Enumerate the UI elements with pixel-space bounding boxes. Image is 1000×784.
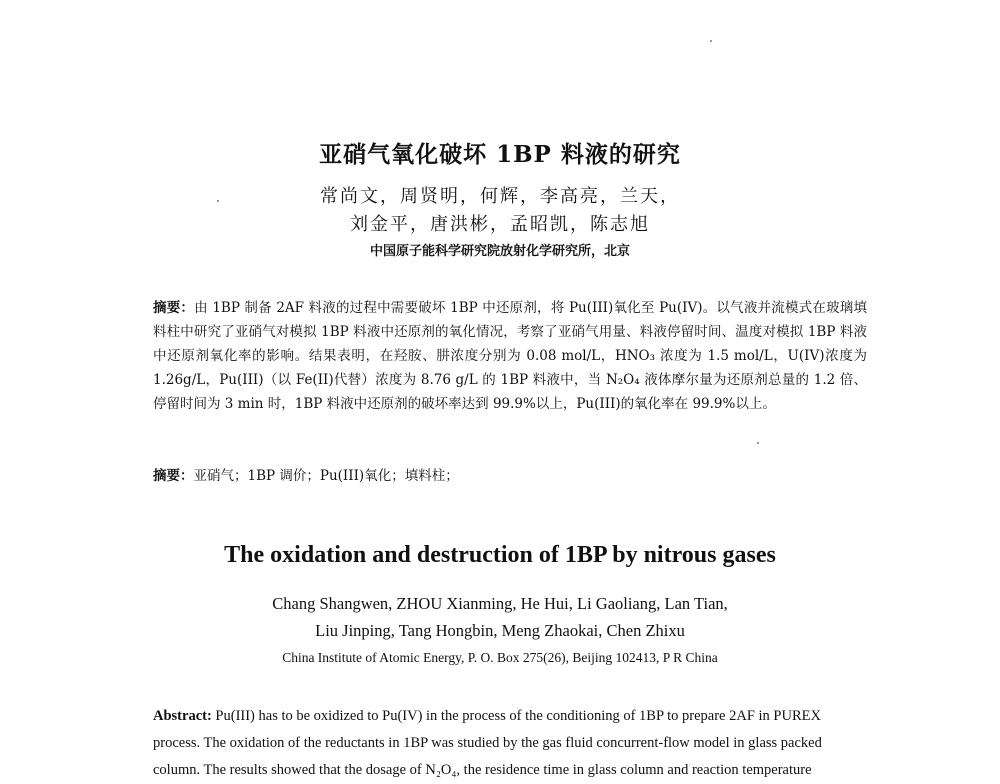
chinese-authors-line-1: 常尚文，周贤明，何辉，李高亮，兰天， [320, 186, 680, 207]
english-authors-line-2: Liu Jinping, Tang Hongbin, Meng Zhaokai, Chen Zhixu [315, 621, 685, 640]
chinese-affiliation: 中国原子能科学研究院放射化学研究所，北京 [369, 244, 630, 259]
english-abstract-text-1: Pu(III) has to be oxidized to Pu(IV) in the process of the conditioning of 1BP to prepare 2AF in PUREX [215, 708, 821, 724]
english-authors-line-1: Chang Shangwen, ZHOU Xianming, He Hui, Li Gaoliang, Lan Tian, [272, 594, 728, 613]
scan-speck [757, 442, 759, 444]
english-abstract-line-2: process. The oxidation of the reductants in 1BP was studied by the gas fluid concurrent-flow model in glass packed [153, 735, 822, 751]
english-affiliation: China Institute of Atomic Energy, P. O. Box 275(26), Beijing 102413, P R China [282, 650, 718, 665]
chinese-keywords-label: 摘要： [153, 468, 194, 484]
scan-speck [710, 40, 712, 42]
english-title: The oxidation and destruction of 1BP by nitrous gases [224, 542, 776, 568]
english-abstract [153, 703, 867, 784]
chinese-keywords-text: 亚硝气；1BP 调价；Pu(III)氧化；填料柱； [193, 468, 459, 484]
chinese-abstract [153, 296, 867, 416]
english-abstract-label: Abstract: [153, 708, 212, 724]
chinese-abstract-label: 摘要： [153, 300, 195, 316]
english-abstract-line-1 [153, 703, 867, 730]
chinese-keywords [153, 464, 867, 484]
chinese-title: 亚硝气氧化破坏 1BP 料液的研究 [319, 141, 681, 168]
chinese-authors-line-2: 刘金平，唐洪彬，孟昭凯，陈志旭 [350, 214, 650, 235]
english-abstract-line-3: column. The results showed that the dosage of N₂O₄, the residence time in glass column and reaction temperature [153, 762, 812, 778]
chinese-abstract-text: 由 1BP 制备 2AF 料液的过程中需要破坏 1BP 中还原剂，将 Pu(III)氧化至 Pu(IV)。以气液并流模式在玻璃填料柱中研究了亚硝气对模拟 1BP 料液中还原剂的氧化情况，考察了亚硝气用量、料液停留时间、温度对模拟 1BP 料液中还原剂氧化率的影响。结果表明，在羟胺、肼浓度分别为 0.08 mol/L，HNO₃ 浓度为 1.5 mol/L，U(IV)浓度为 1.26g/L，Pu(III)（以 Fe(II)代替）浓度为 8.76 g/L 的 1BP 料液中，当 N₂O₄ 液体摩尔量为还原剂总量的 1.2 倍、停留时间为 3 min 时，1BP 料液中还原剂的破坏率达到 99.9%以上，Pu(III)的氧化率在 99.9%以上。 [153, 300, 867, 412]
